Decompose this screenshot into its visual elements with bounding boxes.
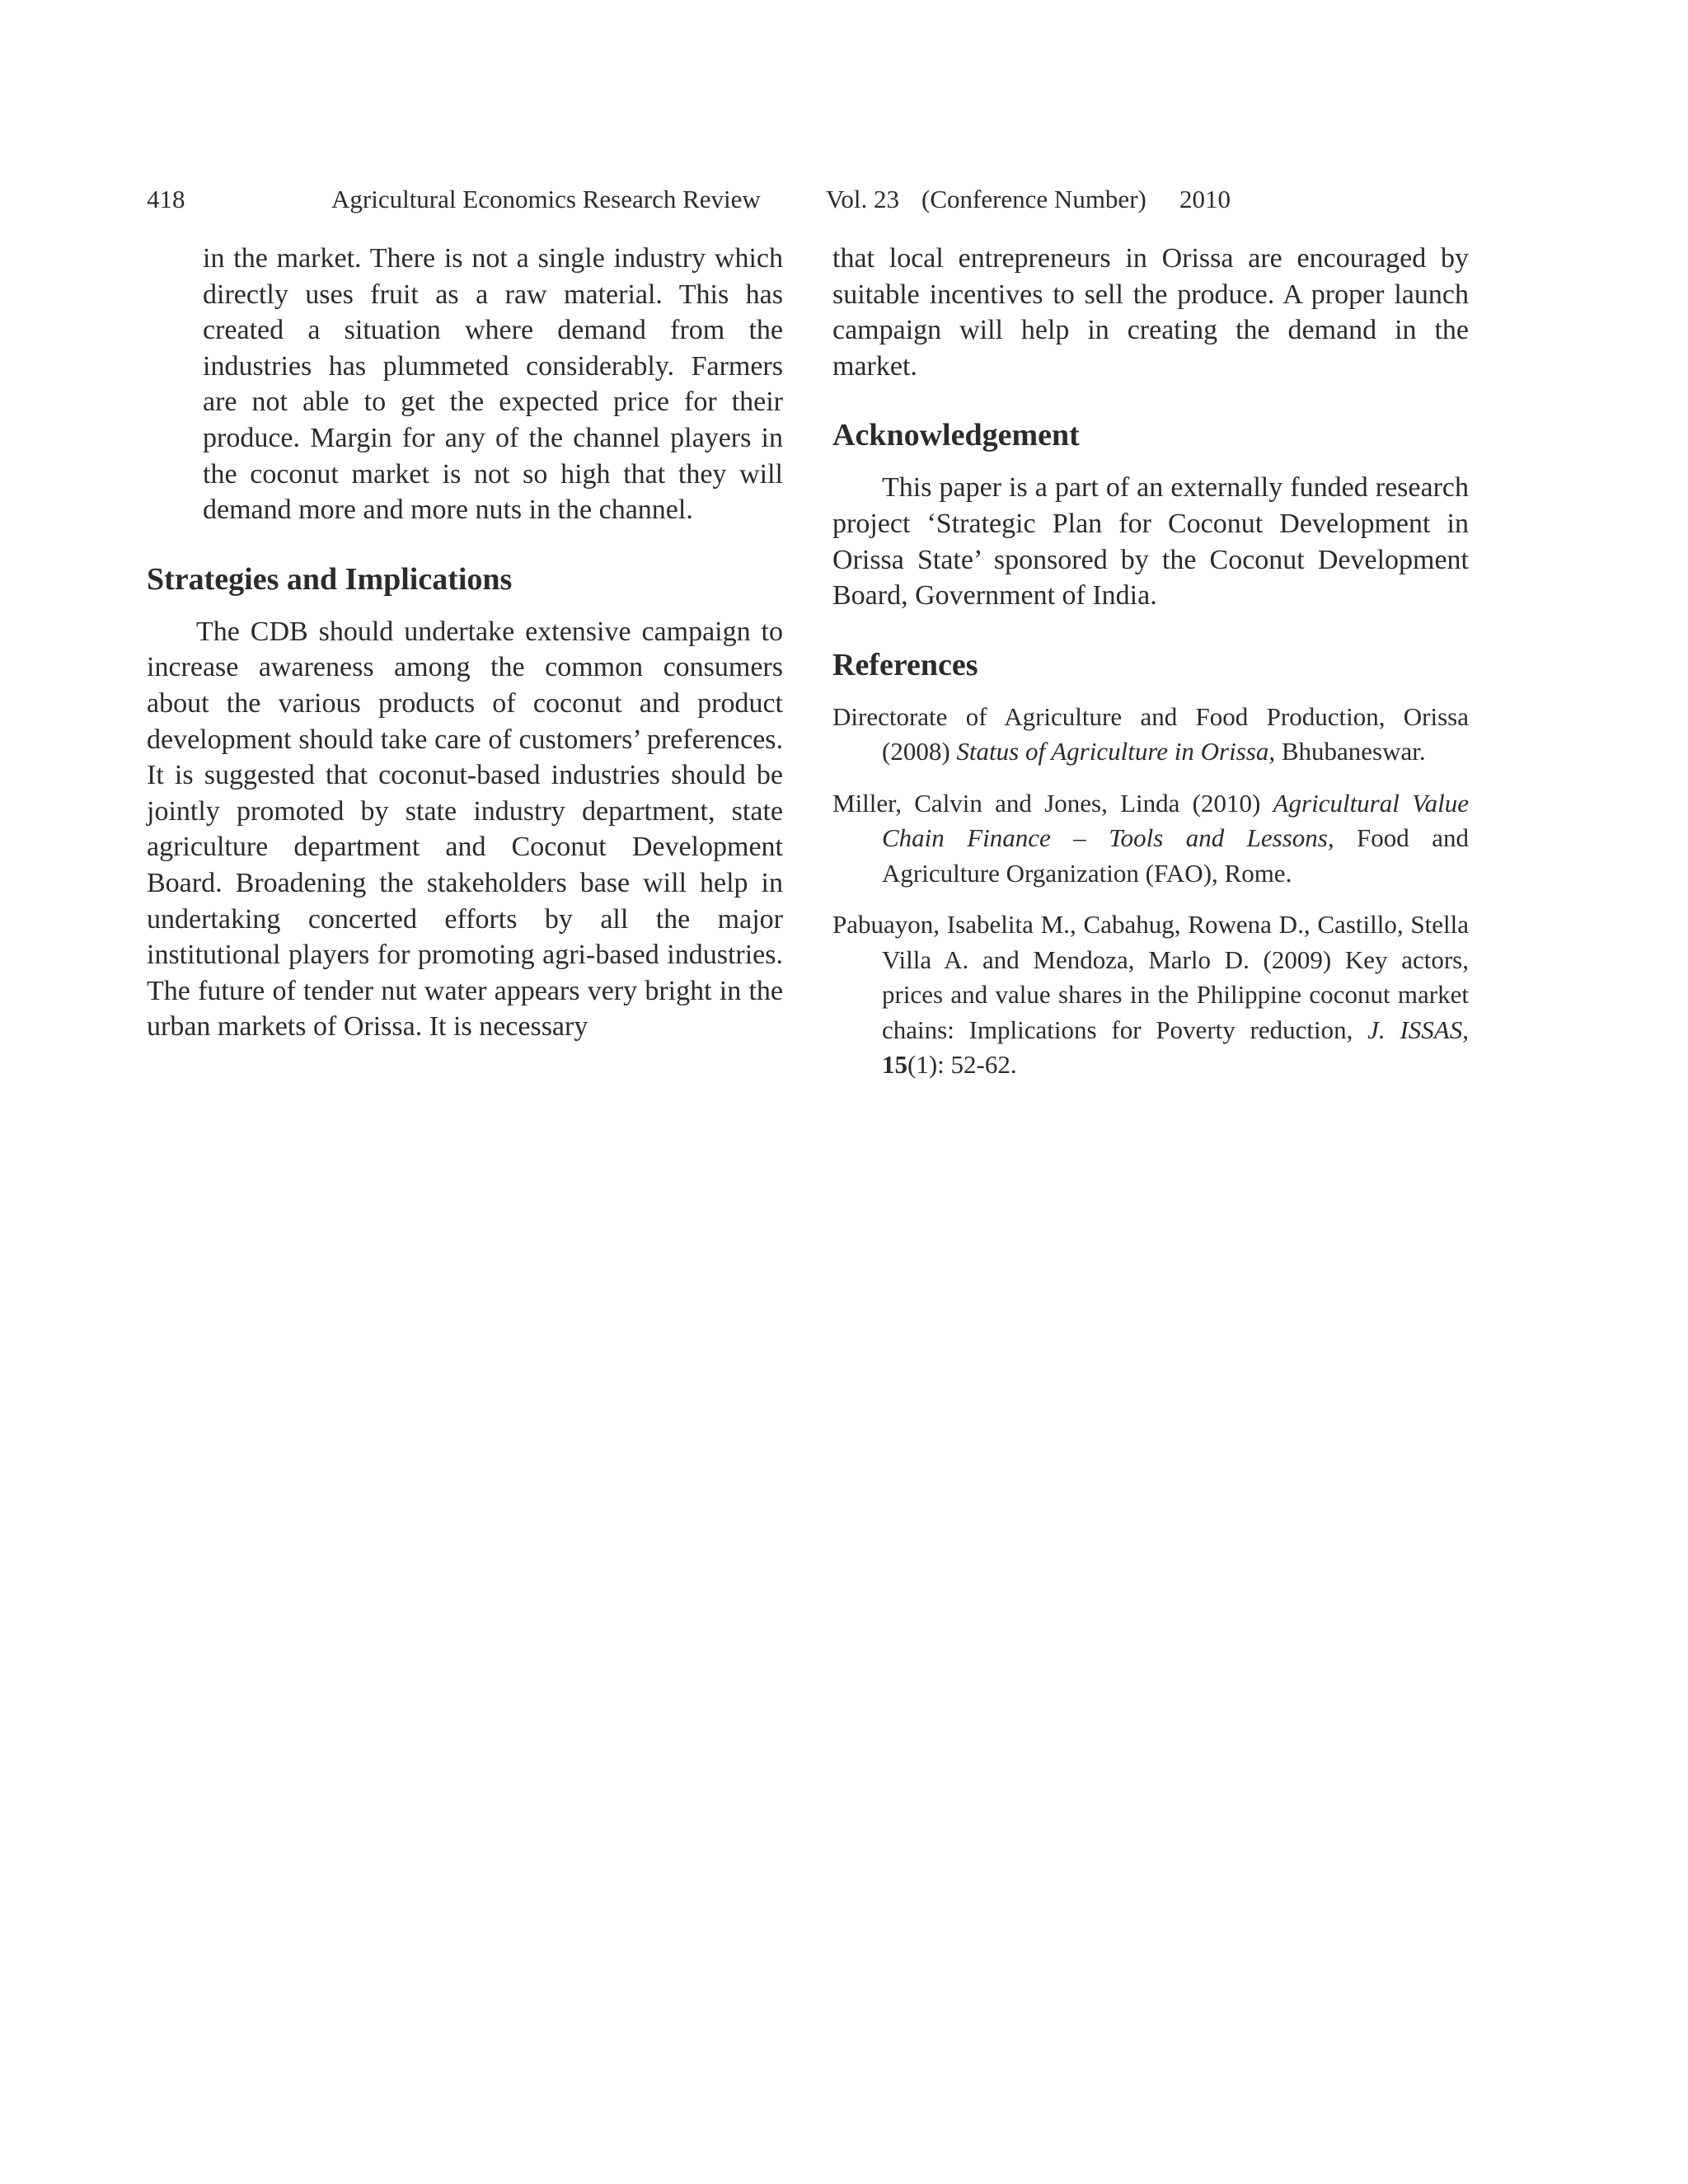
reference-tail: , Food and Agriculture Organization (FAO), Rome. [882, 823, 1470, 888]
page-number: 418 [147, 185, 185, 213]
continued-paragraph: in the market. There is not a single industry which directly uses fruit as a raw material. This has created a situation where demand from the industries has plummeted considerably. Farmers are not able to get the expected price for their produce. Margin for any of the channel players in the coconut market is not so high that they will demand more and more nuts in the channel. [203, 243, 783, 526]
reference-volume: 15 [882, 1050, 907, 1080]
section-heading-acknowledgement: Acknowledgement [832, 418, 1080, 453]
reference-title: J. ISSAS [1367, 1015, 1463, 1044]
journal-volume: Vol. 23 [826, 185, 900, 213]
journal-year: 2010 [1179, 185, 1231, 213]
journal-issue: (Conference Number) [921, 185, 1146, 213]
reference-list [832, 700, 1469, 1083]
acknowledgement-paragraph: This paper is a part of an externally funded research project ‘Strategic Plan for Coconut Development in Orissa State’ sponsored by the Coconut Development Board, Government of India. [832, 472, 1469, 612]
journal-title: Agricultural Economics Research Review [331, 185, 761, 213]
left-column [147, 241, 783, 1045]
continued-paragraph-right: that local entrepreneurs in Orissa are encouraged by suitable incentives to sell the produce. A proper launch campaign will help in creating the demand in the market. [832, 243, 1469, 382]
strategies-paragraph: The CDB should undertake extensive campaign to increase awareness among the common consumers about the various products of coconut and product development should take care of customers’ preferences. It is suggested that coconut-based industries should be jointly promoted by state industry department, state agriculture department and Coconut Development Board. Broadening the stakeholders base will help in undertaking concerted efforts by all the major institutional players for promoting agri-based industries. The future of tender nut water appears very bright in the urban markets of Orissa. It is necessary [147, 616, 783, 1043]
section-heading-strategies: Strategies and Implications [147, 561, 513, 597]
reference-item [832, 700, 1469, 770]
reference-lead: Miller, Calvin and Jones, Linda (2010) [832, 788, 1273, 818]
reference-separator: , [1462, 1015, 1469, 1044]
reference-item [832, 786, 1469, 892]
reference-tail: , Bhubaneswar. [1268, 737, 1426, 766]
section-heading-references: References [832, 647, 978, 682]
reference-lead: Directorate of Agriculture and Food Production, Orissa (2008) [832, 701, 1469, 766]
reference-title: Agricultural Value Chain Finance – Tools and Lessons [882, 788, 1469, 853]
right-column [832, 241, 1469, 1099]
reference-title: Status of Agriculture in Orissa [956, 737, 1269, 766]
reference-item [832, 907, 1469, 1083]
reference-tail: (1): 52-62. [907, 1050, 1017, 1080]
reference-lead: Pabuayon, Isabelita M., Cabahug, Rowena D., Castillo, Stella Villa A. and Mendoza, Marlo D. (2009) Key actors, prices and value shares in the Philippine coconut market chains: Implications for Poverty reduction, [832, 910, 1469, 1044]
running-header [147, 183, 1235, 216]
